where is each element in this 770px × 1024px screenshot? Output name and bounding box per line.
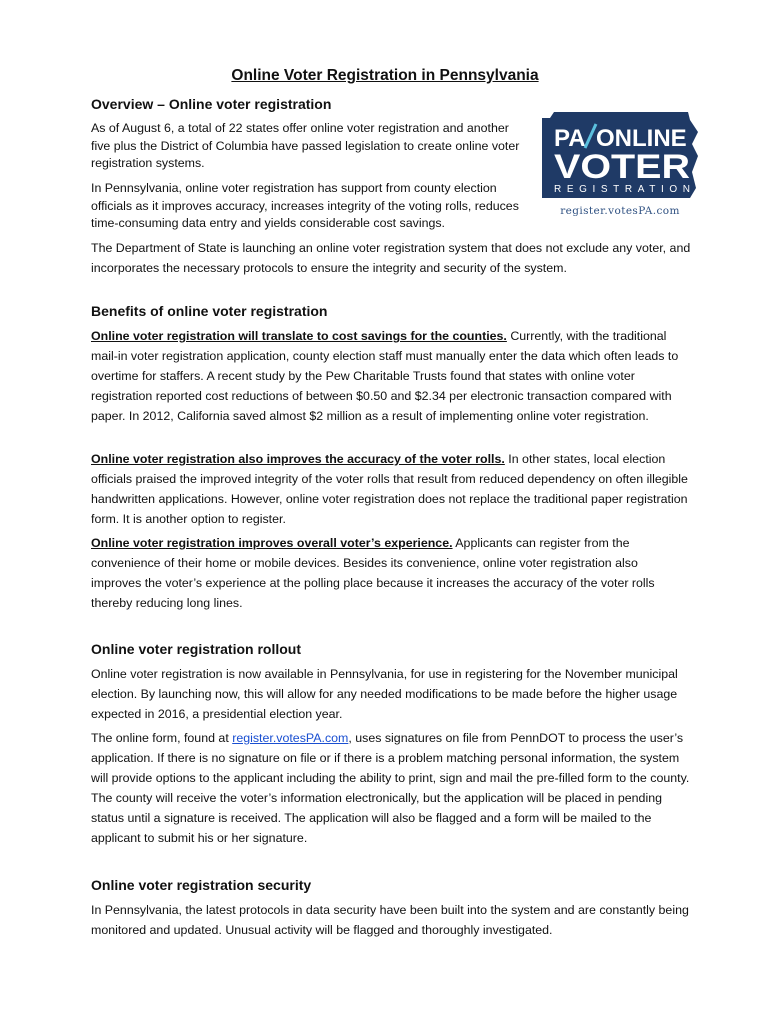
rollout-p2-after: , uses signatures on file from PennDOT to process the user’s application. If there is no signature on file or if there is a problem matching personal information, the system will provide options to the applicant including the ability to print, sign and mail the pre-filled form to the county. The county will receive the voter’s information electronically, but the application will be placed in pending status until a signature is received. The application will also be flagged and a form will be mailed to the applicant to submit his or her signature. (91, 731, 690, 845)
overview-paragraph-3: The Department of State is launching an online voter registration system that does not exclude any voter, and incorporates the necessary protocols to ensure the integrity and security of the system. (91, 241, 691, 275)
benefit-experience (91, 533, 691, 613)
overview-paragraph-2: In Pennsylvania, online voter registration has support from county election officials as it improves accuracy, increases integrity of the voting rolls, reduces time-consuming data entry and yields considerable cost savings. (91, 181, 519, 230)
security-paragraph-1: In Pennsylvania, the latest protocols in data security have been built into the system and are constantly being monitored and updated. Unusual activity will be flagged and thoroughly investigated. (91, 903, 689, 937)
benefit-cost-savings-text: Currently, with the traditional mail-in voter registration application, county election staff must manually enter the data which often leads to overtime for staffers. A recent study by the Pew Charitable Trusts found that states with online voter registration reported cost reductions of between $0.50 and $2.34 per electronic transaction compared with paper. In 2012, California saved almost $2 million as a result of implementing online voter registration. (91, 329, 679, 423)
rollout-paragraph-1: Online voter registration is now available in Pennsylvania, for use in registering for the November municipal election. By launching now, this will allow for any needed modifications to be made before the higher usage expected in 2016, a presidential election year. (91, 667, 678, 721)
benefit-accuracy-text: In other states, local election officials praised the improved integrity of the voter rolls that result from reduced dependency on often illegible handwritten applications. However, online voter registration does not replace the traditional paper registration form. It is another option to register. (91, 452, 688, 526)
benefit-accuracy-lead: Online voter registration also improves the accuracy of the voter rolls. (91, 452, 505, 466)
benefits-heading: Benefits of online voter registration (91, 303, 328, 319)
overview-heading: Overview – Online voter registration (91, 96, 332, 112)
pennsylvania-map-icon (540, 110, 700, 202)
register-votespa-link[interactable]: register.votesPA.com (232, 731, 349, 745)
benefit-experience-lead: Online voter registration improves overall voter’s experience. (91, 536, 453, 550)
logo-registration-text: REGISTRATION (554, 184, 690, 195)
logo-voter-text: VOTER (554, 148, 690, 186)
logo-url: register.votesPA.com (560, 205, 680, 217)
logo-pa-text: PA (554, 125, 586, 152)
benefit-cost-savings-lead: Online voter registration will translate to cost savings for the counties. (91, 329, 507, 343)
logo-online-text: ONLINE (596, 125, 687, 152)
security-heading: Online voter registration security (91, 877, 312, 893)
rollout-paragraph-2 (91, 728, 691, 848)
benefit-experience-text: Applicants can register from the convenience of their home or mobile devices. Besides its convenience, online voter registration also improves the voter’s experience at the polling place because it increases the accuracy of the voter rolls thereby reducing long lines. (91, 536, 655, 610)
pa-online-voter-logo (540, 110, 700, 222)
rollout-p2-before: The online form, found at (91, 731, 233, 745)
page-title: Online Voter Registration in Pennsylvania (231, 67, 539, 84)
benefit-cost-savings (91, 326, 691, 426)
overview-paragraph-1: As of August 6, a total of 22 states offer online voter registration and another five plus the District of Columbia have passed legislation to create online voter registration systems. (91, 121, 520, 170)
benefit-accuracy (91, 449, 691, 529)
rollout-heading: Online voter registration rollout (91, 641, 302, 657)
